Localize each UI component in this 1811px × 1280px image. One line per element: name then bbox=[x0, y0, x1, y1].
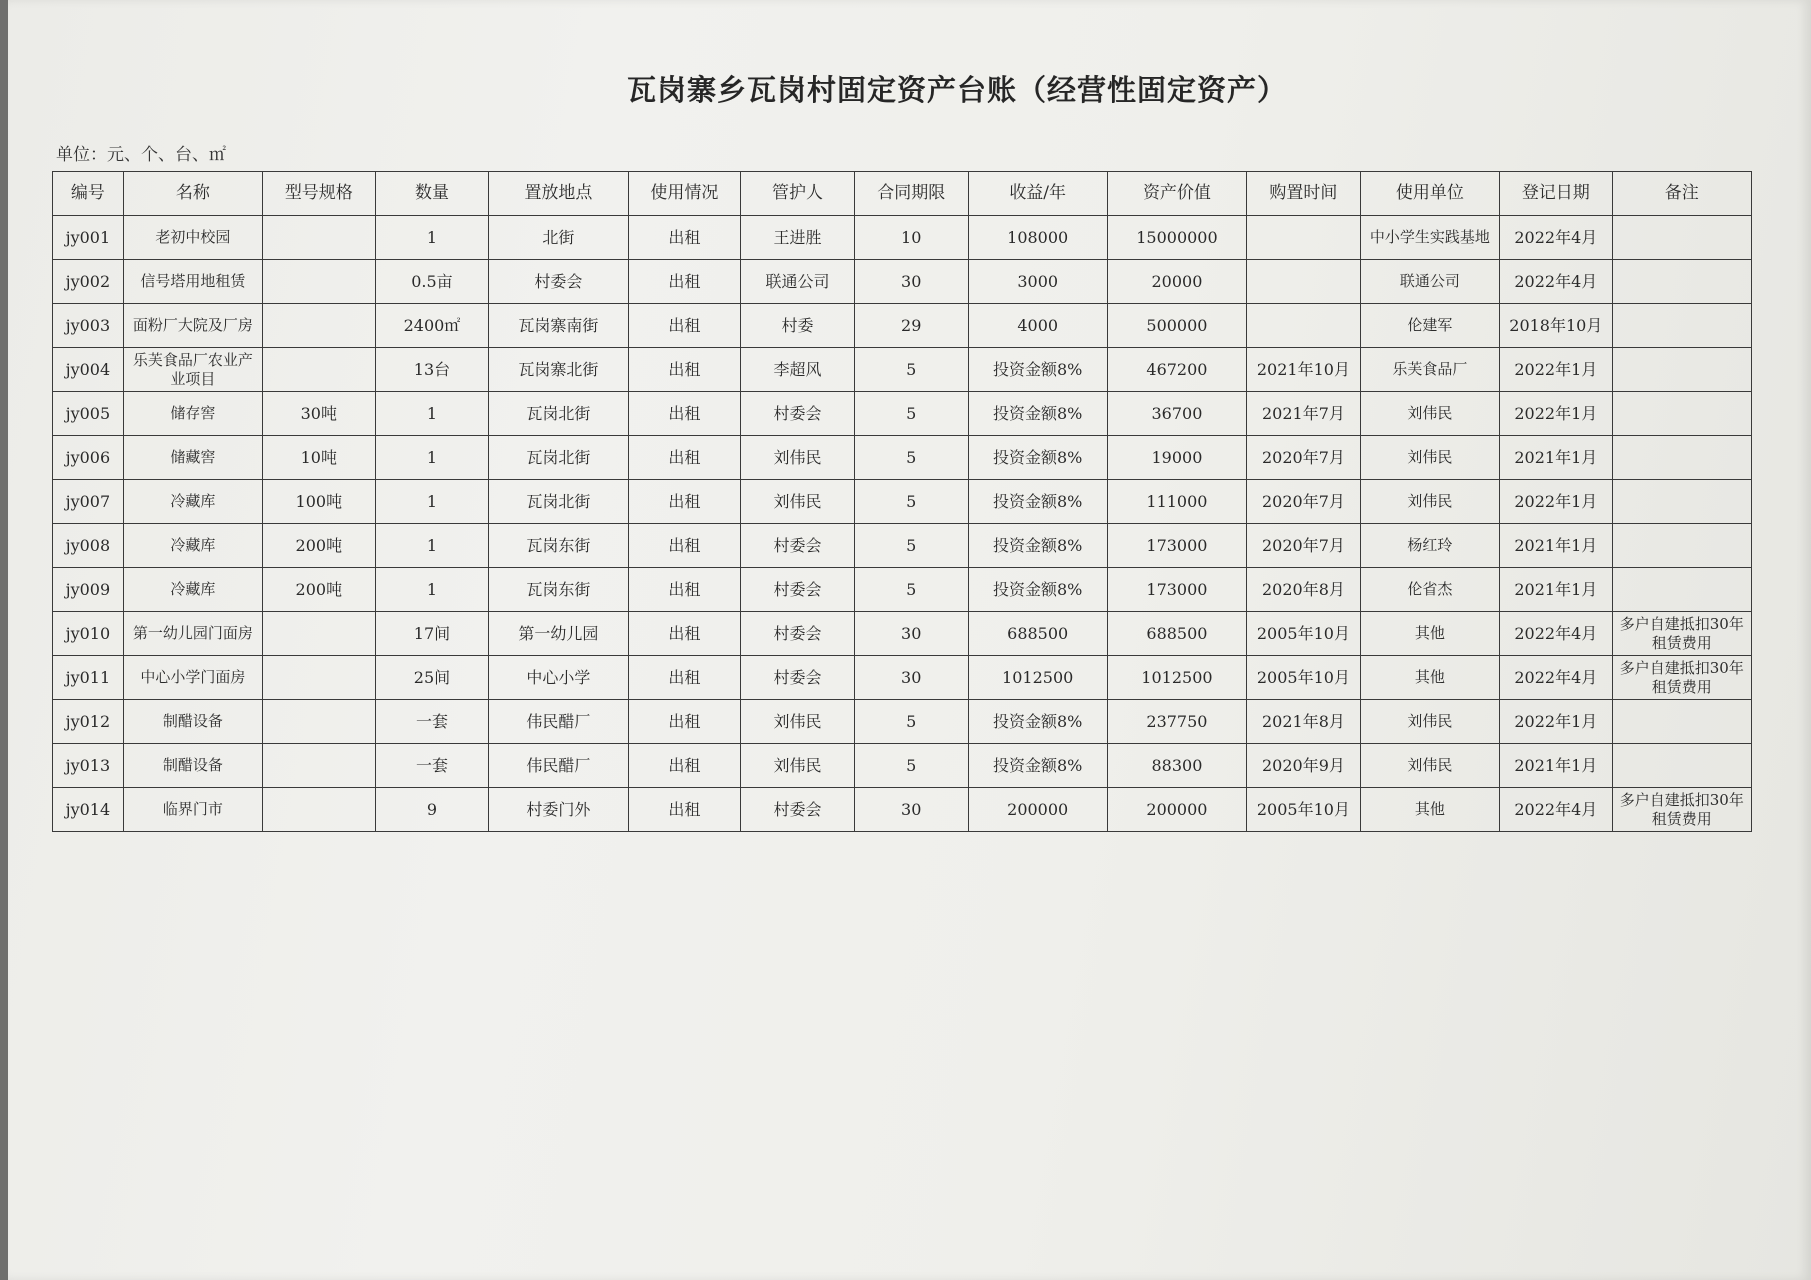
cell-custodian: 村委会 bbox=[741, 524, 855, 568]
cell-purchase-date: 2005年10月 bbox=[1247, 612, 1361, 656]
cell-usage: 出租 bbox=[628, 348, 741, 392]
cell-asset-value: 88300 bbox=[1107, 744, 1246, 788]
cell-name: 中心小学门面房 bbox=[123, 656, 262, 700]
cell-register-date: 2021年1月 bbox=[1500, 568, 1613, 612]
cell-register-date: 2018年10月 bbox=[1500, 304, 1613, 348]
cell-location: 瓦岗北街 bbox=[489, 480, 628, 524]
cell-location: 瓦岗北街 bbox=[489, 392, 628, 436]
asset-ledger-table bbox=[52, 171, 1752, 832]
cell-location: 村委会 bbox=[489, 260, 628, 304]
col-header-usage: 使用情况 bbox=[628, 172, 741, 216]
cell-custodian: 村委会 bbox=[741, 656, 855, 700]
cell-purchase-date: 2005年10月 bbox=[1247, 788, 1361, 832]
cell-contract-term: 5 bbox=[854, 480, 968, 524]
cell-income: 投资金额8% bbox=[968, 436, 1107, 480]
col-header-quantity: 数量 bbox=[375, 172, 489, 216]
table-row bbox=[53, 216, 1752, 260]
cell-asset-value: 20000 bbox=[1107, 260, 1246, 304]
cell-user-unit: 刘伟民 bbox=[1360, 392, 1499, 436]
cell-usage: 出租 bbox=[628, 480, 741, 524]
cell-usage: 出租 bbox=[628, 612, 741, 656]
cell-custodian: 王进胜 bbox=[741, 216, 855, 260]
cell-remarks bbox=[1612, 436, 1751, 480]
cell-usage: 出租 bbox=[628, 392, 741, 436]
cell-purchase-date: 2020年7月 bbox=[1247, 480, 1361, 524]
cell-usage: 出租 bbox=[628, 700, 741, 744]
cell-asset-value: 500000 bbox=[1107, 304, 1246, 348]
cell-quantity: 9 bbox=[375, 788, 489, 832]
cell-purchase-date: 2020年7月 bbox=[1247, 524, 1361, 568]
cell-quantity: 1 bbox=[375, 436, 489, 480]
table-row bbox=[53, 568, 1752, 612]
cell-location: 瓦岗北街 bbox=[489, 436, 628, 480]
cell-purchase-date: 2021年8月 bbox=[1247, 700, 1361, 744]
cell-register-date: 2022年1月 bbox=[1500, 700, 1613, 744]
cell-location: 瓦岗东街 bbox=[489, 524, 628, 568]
cell-spec bbox=[263, 788, 376, 832]
cell-asset-value: 111000 bbox=[1107, 480, 1246, 524]
cell-user-unit: 刘伟民 bbox=[1360, 436, 1499, 480]
cell-usage: 出租 bbox=[628, 436, 741, 480]
cell-id: jy002 bbox=[53, 260, 124, 304]
cell-custodian: 村委 bbox=[741, 304, 855, 348]
cell-income: 688500 bbox=[968, 612, 1107, 656]
cell-name: 冷藏库 bbox=[123, 568, 262, 612]
cell-quantity: 1 bbox=[375, 524, 489, 568]
cell-asset-value: 467200 bbox=[1107, 348, 1246, 392]
cell-income: 108000 bbox=[968, 216, 1107, 260]
header-row bbox=[53, 172, 1752, 216]
cell-quantity: 1 bbox=[375, 568, 489, 612]
cell-custodian: 刘伟民 bbox=[741, 700, 855, 744]
col-header-purchase-date: 购置时间 bbox=[1247, 172, 1361, 216]
cell-custodian: 李超风 bbox=[741, 348, 855, 392]
table-row bbox=[53, 304, 1752, 348]
cell-usage: 出租 bbox=[628, 216, 741, 260]
cell-remarks bbox=[1612, 700, 1751, 744]
cell-id: jy009 bbox=[53, 568, 124, 612]
cell-location: 瓦岗东街 bbox=[489, 568, 628, 612]
cell-location: 瓦岗寨南街 bbox=[489, 304, 628, 348]
table-row bbox=[53, 348, 1752, 392]
cell-remarks: 多户自建抵扣30年租赁费用 bbox=[1612, 788, 1751, 832]
cell-purchase-date: 2020年9月 bbox=[1247, 744, 1361, 788]
cell-spec bbox=[263, 304, 376, 348]
col-header-income: 收益/年 bbox=[968, 172, 1107, 216]
cell-register-date: 2022年4月 bbox=[1500, 216, 1613, 260]
cell-quantity: 一套 bbox=[375, 744, 489, 788]
cell-asset-value: 36700 bbox=[1107, 392, 1246, 436]
cell-remarks bbox=[1612, 304, 1751, 348]
cell-spec: 200吨 bbox=[263, 524, 376, 568]
cell-quantity: 0.5亩 bbox=[375, 260, 489, 304]
cell-purchase-date: 2020年7月 bbox=[1247, 436, 1361, 480]
cell-remarks bbox=[1612, 392, 1751, 436]
cell-remarks bbox=[1612, 216, 1751, 260]
cell-id: jy011 bbox=[53, 656, 124, 700]
cell-register-date: 2022年1月 bbox=[1500, 348, 1613, 392]
cell-register-date: 2021年1月 bbox=[1500, 744, 1613, 788]
cell-spec bbox=[263, 744, 376, 788]
unit-label: 单位：元、个、台、㎡ bbox=[56, 145, 226, 165]
cell-name: 制醋设备 bbox=[123, 744, 262, 788]
cell-user-unit: 伦建军 bbox=[1360, 304, 1499, 348]
cell-custodian: 村委会 bbox=[741, 612, 855, 656]
cell-contract-term: 30 bbox=[854, 788, 968, 832]
cell-user-unit: 乐芙食品厂 bbox=[1360, 348, 1499, 392]
cell-location: 中心小学 bbox=[489, 656, 628, 700]
cell-custodian: 村委会 bbox=[741, 392, 855, 436]
table-row bbox=[53, 524, 1752, 568]
cell-custodian: 村委会 bbox=[741, 788, 855, 832]
cell-spec bbox=[263, 260, 376, 304]
cell-remarks bbox=[1612, 568, 1751, 612]
cell-spec bbox=[263, 700, 376, 744]
table-row bbox=[53, 260, 1752, 304]
cell-id: jy006 bbox=[53, 436, 124, 480]
cell-remarks bbox=[1612, 348, 1751, 392]
cell-purchase-date: 2021年7月 bbox=[1247, 392, 1361, 436]
cell-income: 200000 bbox=[968, 788, 1107, 832]
cell-name: 老初中校园 bbox=[123, 216, 262, 260]
col-header-location: 置放地点 bbox=[489, 172, 628, 216]
cell-user-unit: 伦省杰 bbox=[1360, 568, 1499, 612]
cell-id: jy013 bbox=[53, 744, 124, 788]
cell-spec: 30吨 bbox=[263, 392, 376, 436]
cell-quantity: 1 bbox=[375, 216, 489, 260]
cell-asset-value: 173000 bbox=[1107, 568, 1246, 612]
cell-remarks bbox=[1612, 524, 1751, 568]
cell-contract-term: 5 bbox=[854, 348, 968, 392]
col-header-custodian: 管护人 bbox=[741, 172, 855, 216]
table-row bbox=[53, 436, 1752, 480]
cell-spec: 100吨 bbox=[263, 480, 376, 524]
cell-location: 村委门外 bbox=[489, 788, 628, 832]
cell-purchase-date bbox=[1247, 216, 1361, 260]
cell-register-date: 2022年4月 bbox=[1500, 656, 1613, 700]
cell-income: 4000 bbox=[968, 304, 1107, 348]
table-row bbox=[53, 700, 1752, 744]
cell-usage: 出租 bbox=[628, 260, 741, 304]
col-header-contract-term: 合同期限 bbox=[854, 172, 968, 216]
cell-income: 投资金额8% bbox=[968, 744, 1107, 788]
table-row bbox=[53, 744, 1752, 788]
cell-id: jy001 bbox=[53, 216, 124, 260]
cell-name: 信号塔用地租赁 bbox=[123, 260, 262, 304]
cell-name: 储存窖 bbox=[123, 392, 262, 436]
cell-name: 冷藏库 bbox=[123, 524, 262, 568]
cell-id: jy008 bbox=[53, 524, 124, 568]
cell-income: 投资金额8% bbox=[968, 524, 1107, 568]
cell-user-unit: 刘伟民 bbox=[1360, 744, 1499, 788]
table-row bbox=[53, 392, 1752, 436]
cell-remarks bbox=[1612, 480, 1751, 524]
cell-quantity: 13台 bbox=[375, 348, 489, 392]
cell-name: 制醋设备 bbox=[123, 700, 262, 744]
cell-contract-term: 5 bbox=[854, 568, 968, 612]
cell-contract-term: 29 bbox=[854, 304, 968, 348]
col-header-asset-value: 资产价值 bbox=[1107, 172, 1246, 216]
cell-user-unit: 杨红玲 bbox=[1360, 524, 1499, 568]
cell-spec: 10吨 bbox=[263, 436, 376, 480]
cell-asset-value: 173000 bbox=[1107, 524, 1246, 568]
cell-remarks: 多户自建抵扣30年租赁费用 bbox=[1612, 612, 1751, 656]
table-row bbox=[53, 788, 1752, 832]
cell-income: 1012500 bbox=[968, 656, 1107, 700]
cell-register-date: 2022年4月 bbox=[1500, 788, 1613, 832]
cell-purchase-date: 2005年10月 bbox=[1247, 656, 1361, 700]
table-row bbox=[53, 612, 1752, 656]
cell-income: 投资金额8% bbox=[968, 568, 1107, 612]
cell-contract-term: 5 bbox=[854, 524, 968, 568]
cell-spec bbox=[263, 612, 376, 656]
cell-contract-term: 10 bbox=[854, 216, 968, 260]
cell-quantity: 一套 bbox=[375, 700, 489, 744]
document-sheet bbox=[8, 0, 1811, 1280]
cell-location: 第一幼儿园 bbox=[489, 612, 628, 656]
document-title: 瓦岗寨乡瓦岗村固定资产台账（经营性固定资产） bbox=[626, 73, 1287, 107]
cell-income: 投资金额8% bbox=[968, 348, 1107, 392]
cell-purchase-date bbox=[1247, 304, 1361, 348]
cell-usage: 出租 bbox=[628, 656, 741, 700]
cell-contract-term: 30 bbox=[854, 656, 968, 700]
cell-purchase-date bbox=[1247, 260, 1361, 304]
cell-contract-term: 5 bbox=[854, 392, 968, 436]
cell-register-date: 2021年1月 bbox=[1500, 524, 1613, 568]
cell-id: jy012 bbox=[53, 700, 124, 744]
table-header bbox=[53, 172, 1752, 216]
cell-asset-value: 1012500 bbox=[1107, 656, 1246, 700]
cell-name: 储藏窖 bbox=[123, 436, 262, 480]
cell-quantity: 1 bbox=[375, 480, 489, 524]
cell-usage: 出租 bbox=[628, 744, 741, 788]
cell-user-unit: 刘伟民 bbox=[1360, 480, 1499, 524]
cell-id: jy005 bbox=[53, 392, 124, 436]
col-header-register-date: 登记日期 bbox=[1500, 172, 1613, 216]
cell-id: jy007 bbox=[53, 480, 124, 524]
cell-asset-value: 19000 bbox=[1107, 436, 1246, 480]
cell-user-unit: 中小学生实践基地 bbox=[1360, 216, 1499, 260]
cell-asset-value: 237750 bbox=[1107, 700, 1246, 744]
cell-user-unit: 其他 bbox=[1360, 656, 1499, 700]
cell-contract-term: 5 bbox=[854, 700, 968, 744]
table-row bbox=[53, 480, 1752, 524]
cell-spec: 200吨 bbox=[263, 568, 376, 612]
cell-purchase-date: 2021年10月 bbox=[1247, 348, 1361, 392]
cell-quantity: 25间 bbox=[375, 656, 489, 700]
cell-income: 投资金额8% bbox=[968, 480, 1107, 524]
cell-asset-value: 15000000 bbox=[1107, 216, 1246, 260]
col-header-id: 编号 bbox=[53, 172, 124, 216]
cell-location: 伟民醋厂 bbox=[489, 744, 628, 788]
cell-spec bbox=[263, 348, 376, 392]
cell-name: 乐芙食品厂农业产业项目 bbox=[123, 348, 262, 392]
cell-income: 投资金额8% bbox=[968, 700, 1107, 744]
cell-register-date: 2022年4月 bbox=[1500, 612, 1613, 656]
cell-location: 伟民醋厂 bbox=[489, 700, 628, 744]
cell-quantity: 2400㎡ bbox=[375, 304, 489, 348]
cell-remarks bbox=[1612, 260, 1751, 304]
cell-id: jy010 bbox=[53, 612, 124, 656]
cell-name: 第一幼儿园门面房 bbox=[123, 612, 262, 656]
cell-name: 冷藏库 bbox=[123, 480, 262, 524]
cell-usage: 出租 bbox=[628, 788, 741, 832]
cell-usage: 出租 bbox=[628, 304, 741, 348]
cell-remarks bbox=[1612, 744, 1751, 788]
cell-id: jy004 bbox=[53, 348, 124, 392]
col-header-remarks: 备注 bbox=[1612, 172, 1751, 216]
cell-income: 投资金额8% bbox=[968, 392, 1107, 436]
cell-spec bbox=[263, 656, 376, 700]
cell-id: jy003 bbox=[53, 304, 124, 348]
cell-custodian: 刘伟民 bbox=[741, 436, 855, 480]
cell-custodian: 刘伟民 bbox=[741, 744, 855, 788]
cell-quantity: 17间 bbox=[375, 612, 489, 656]
cell-contract-term: 30 bbox=[854, 612, 968, 656]
cell-custodian: 村委会 bbox=[741, 568, 855, 612]
cell-register-date: 2021年1月 bbox=[1500, 436, 1613, 480]
cell-custodian: 刘伟民 bbox=[741, 480, 855, 524]
cell-quantity: 1 bbox=[375, 392, 489, 436]
cell-register-date: 2022年1月 bbox=[1500, 480, 1613, 524]
cell-spec bbox=[263, 216, 376, 260]
cell-name: 面粉厂大院及厂房 bbox=[123, 304, 262, 348]
cell-user-unit: 其他 bbox=[1360, 788, 1499, 832]
cell-register-date: 2022年4月 bbox=[1500, 260, 1613, 304]
cell-location: 瓦岗寨北街 bbox=[489, 348, 628, 392]
table-body bbox=[53, 216, 1752, 832]
cell-contract-term: 5 bbox=[854, 744, 968, 788]
cell-location: 北街 bbox=[489, 216, 628, 260]
cell-usage: 出租 bbox=[628, 524, 741, 568]
cell-name: 临界门市 bbox=[123, 788, 262, 832]
cell-asset-value: 688500 bbox=[1107, 612, 1246, 656]
table-row bbox=[53, 656, 1752, 700]
cell-purchase-date: 2020年8月 bbox=[1247, 568, 1361, 612]
cell-user-unit: 其他 bbox=[1360, 612, 1499, 656]
cell-user-unit: 联通公司 bbox=[1360, 260, 1499, 304]
cell-remarks: 多户自建抵扣30年租赁费用 bbox=[1612, 656, 1751, 700]
cell-custodian: 联通公司 bbox=[741, 260, 855, 304]
cell-register-date: 2022年1月 bbox=[1500, 392, 1613, 436]
cell-contract-term: 5 bbox=[854, 436, 968, 480]
col-header-name: 名称 bbox=[123, 172, 262, 216]
col-header-user-unit: 使用单位 bbox=[1360, 172, 1499, 216]
cell-asset-value: 200000 bbox=[1107, 788, 1246, 832]
cell-user-unit: 刘伟民 bbox=[1360, 700, 1499, 744]
col-header-spec: 型号规格 bbox=[263, 172, 376, 216]
cell-contract-term: 30 bbox=[854, 260, 968, 304]
cell-usage: 出租 bbox=[628, 568, 741, 612]
cell-id: jy014 bbox=[53, 788, 124, 832]
cell-income: 3000 bbox=[968, 260, 1107, 304]
